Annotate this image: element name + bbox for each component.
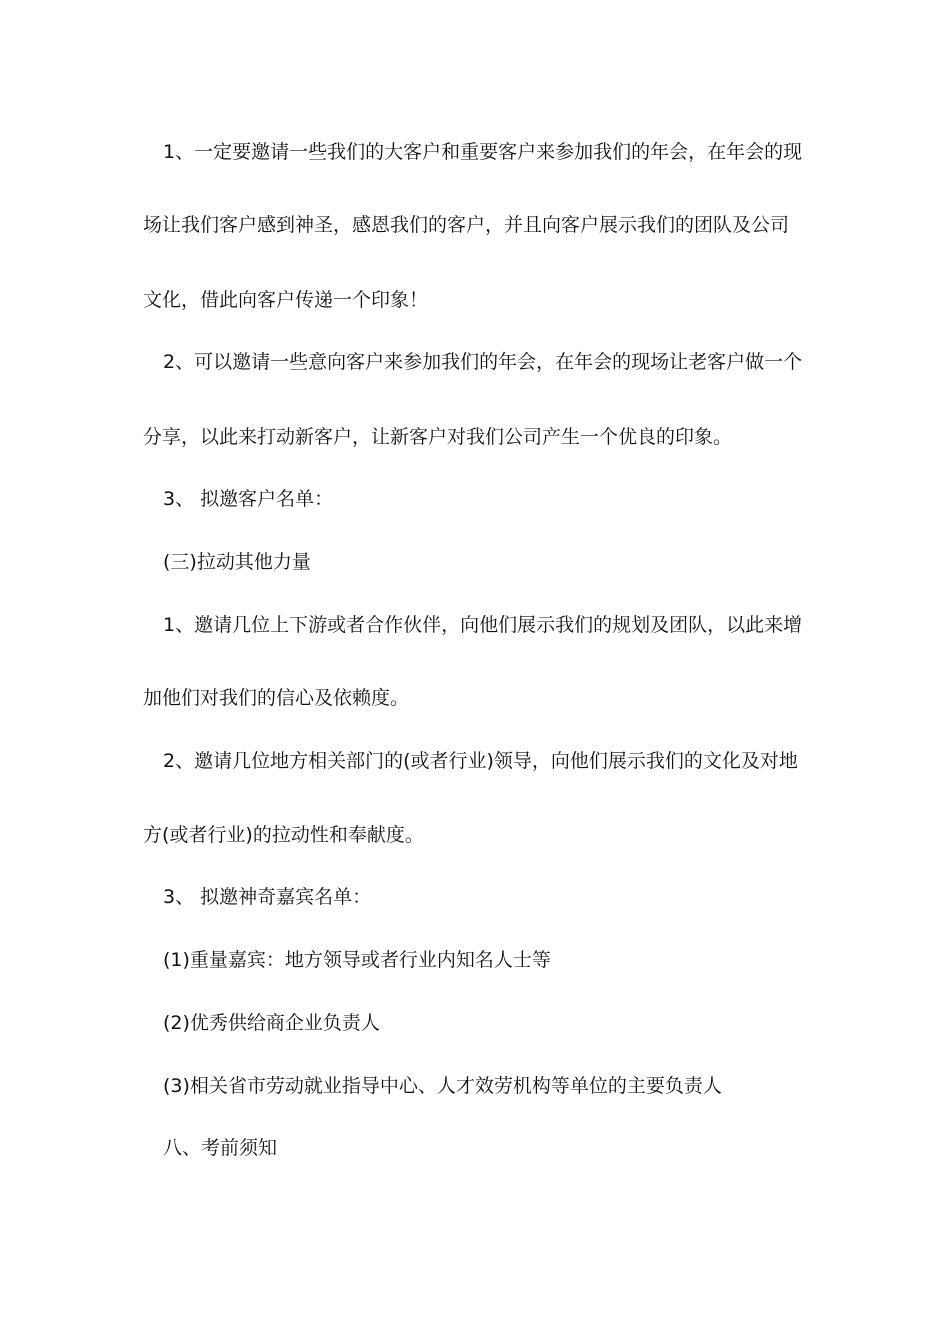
paragraph-line: 加他们对我们的信心及依赖度。: [143, 687, 410, 709]
paragraph-line: 场让我们客户感到神圣，感恩我们的客户，并且向客户展示我们的团队及公司: [143, 214, 790, 236]
paragraph-line: 2、可以邀请一些意向客户来参加我们的年会，在年会的现场让老客户做一个: [163, 351, 803, 373]
paragraph-line: 文化，借此向客户传递一个印象！: [143, 289, 429, 311]
section-heading: (三)拉动其他力量: [163, 551, 311, 573]
paragraph-line: 1、邀请几位上下游或者合作伙伴，向他们展示我们的规划及团队，以此来增: [163, 614, 803, 636]
list-item: (1)重量嘉宾：地方领导或者行业内知名人士等: [163, 949, 551, 971]
paragraph-line: 分享，以此来打动新客户，让新客户对我们公司产生一个优良的印象。: [143, 426, 733, 448]
list-item: (2)优秀供给商企业负责人: [163, 1012, 380, 1034]
list-item: (3)相关省市劳动就业指导中心、人才效劳机构等单位的主要负责人: [163, 1075, 722, 1097]
paragraph-line: 方(或者行业)的拉动性和奉献度。: [143, 824, 424, 846]
list-heading: 3、 拟邀神奇嘉宾名单：: [163, 886, 372, 908]
paragraph-line: 1、一定要邀请一些我们的大客户和重要客户来参加我们的年会，在年会的现: [163, 141, 803, 163]
list-heading: 3、 拟邀客户名单：: [163, 488, 334, 510]
paragraph-line: 2、邀请几位地方相关部门的(或者行业)领导，向他们展示我们的文化及对地: [163, 750, 798, 772]
section-heading: 八、考前须知: [163, 1137, 278, 1159]
